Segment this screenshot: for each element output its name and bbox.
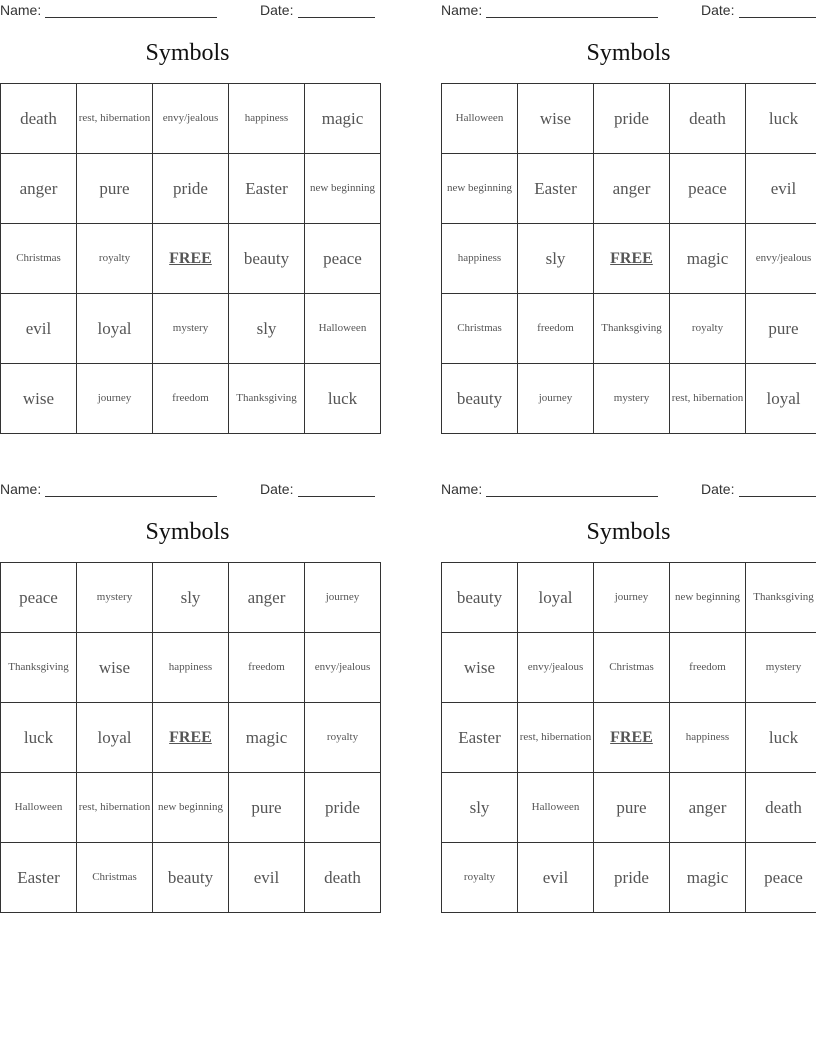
bingo-cell: beauty (442, 563, 518, 633)
grid-row (442, 294, 816, 364)
grid-row (442, 843, 816, 913)
bingo-cell: peace (1, 563, 77, 633)
bingo-cell: envy/jealous (746, 224, 816, 294)
bingo-cell: royalty (670, 294, 746, 364)
grid-row (442, 364, 816, 434)
bingo-cell: beauty (442, 364, 518, 434)
bingo-cell: Halloween (518, 773, 594, 843)
bingo-cell: sly (518, 224, 594, 294)
bingo-cell: envy/jealous (153, 84, 229, 154)
bingo-cell: Christmas (594, 633, 670, 703)
bingo-cell: Thanksgiving (746, 563, 816, 633)
bingo-cell: loyal (518, 563, 594, 633)
grid-row (442, 703, 816, 773)
bingo-cell: evil (518, 843, 594, 913)
bingo-cell: happiness (670, 703, 746, 773)
bingo-cell: new beginning (442, 154, 518, 224)
date-label: Date: (701, 481, 735, 497)
name-date-row (0, 2, 375, 20)
bingo-grid (0, 562, 381, 913)
grid-row (1, 294, 381, 364)
bingo-cell: new beginning (153, 773, 229, 843)
date-label: Date: (260, 2, 294, 18)
bingo-grid (441, 83, 816, 434)
bingo-cell: Halloween (305, 294, 381, 364)
bingo-cell: mystery (153, 294, 229, 364)
card-title: Symbols (145, 519, 230, 545)
bingo-cell: journey (518, 364, 594, 434)
bingo-cell: sly (153, 563, 229, 633)
bingo-cell: wise (77, 633, 153, 703)
bingo-cell: Christmas (77, 843, 153, 913)
bingo-cell: anger (670, 773, 746, 843)
bingo-cell: Thanksgiving (1, 633, 77, 703)
date-field-line (739, 17, 816, 18)
bingo-cell: evil (1, 294, 77, 364)
grid-row (1, 154, 381, 224)
date-label: Date: (701, 2, 735, 18)
grid-row (1, 84, 381, 154)
bingo-cell: magic (670, 843, 746, 913)
bingo-cell: Halloween (1, 773, 77, 843)
bingo-cell: beauty (229, 224, 305, 294)
bingo-cell: peace (305, 224, 381, 294)
bingo-cell: Easter (229, 154, 305, 224)
bingo-cell: luck (1, 703, 77, 773)
bingo-cell: new beginning (670, 563, 746, 633)
grid-row (442, 633, 816, 703)
bingo-cell: pure (746, 294, 816, 364)
grid-row (442, 563, 816, 633)
grid-row (1, 224, 381, 294)
bingo-cell: happiness (153, 633, 229, 703)
bingo-card (441, 0, 816, 440)
bingo-cell: Thanksgiving (229, 364, 305, 434)
name-field-line (486, 496, 658, 497)
bingo-cell: loyal (746, 364, 816, 434)
bingo-cell: magic (305, 84, 381, 154)
grid-row (1, 563, 381, 633)
card-title: Symbols (586, 40, 671, 66)
bingo-cell: envy/jealous (305, 633, 381, 703)
bingo-cell: luck (746, 703, 816, 773)
date-field-line (298, 17, 375, 18)
bingo-cell: mystery (746, 633, 816, 703)
bingo-cell: new beginning (305, 154, 381, 224)
bingo-cell: freedom (153, 364, 229, 434)
free-space-cell: FREE (594, 703, 670, 773)
bingo-cell: loyal (77, 294, 153, 364)
bingo-cell: Christmas (442, 294, 518, 364)
grid-row (442, 224, 816, 294)
bingo-cell: death (305, 843, 381, 913)
bingo-cell: death (746, 773, 816, 843)
grid-row (1, 633, 381, 703)
name-date-row (0, 481, 375, 499)
name-date-row (441, 2, 816, 20)
card-title: Symbols (586, 519, 671, 545)
free-space-cell: FREE (153, 703, 229, 773)
bingo-cell: rest, hibernation (77, 84, 153, 154)
bingo-cell: happiness (442, 224, 518, 294)
bingo-cell: wise (518, 84, 594, 154)
date-field-line (739, 496, 816, 497)
name-field-line (486, 17, 658, 18)
bingo-cell: pure (77, 154, 153, 224)
bingo-cell: anger (1, 154, 77, 224)
name-label: Name: (0, 481, 42, 497)
bingo-cell: wise (442, 633, 518, 703)
bingo-cell: freedom (518, 294, 594, 364)
bingo-cell: rest, hibernation (670, 364, 746, 434)
bingo-card (0, 479, 375, 919)
bingo-cell: magic (229, 703, 305, 773)
bingo-cell: evil (229, 843, 305, 913)
bingo-cell: freedom (670, 633, 746, 703)
bingo-grid (441, 562, 816, 913)
name-label: Name: (0, 2, 42, 18)
bingo-cell: peace (746, 843, 816, 913)
bingo-cell: mystery (77, 563, 153, 633)
name-label: Name: (441, 2, 483, 18)
bingo-cell: sly (442, 773, 518, 843)
bingo-cell: Easter (518, 154, 594, 224)
bingo-cell: Halloween (442, 84, 518, 154)
bingo-cell: Easter (442, 703, 518, 773)
bingo-cell: royalty (305, 703, 381, 773)
grid-row (1, 773, 381, 843)
bingo-cell: Christmas (1, 224, 77, 294)
bingo-cell: pride (153, 154, 229, 224)
grid-row (1, 364, 381, 434)
bingo-cell: beauty (153, 843, 229, 913)
bingo-cell: envy/jealous (518, 633, 594, 703)
grid-row (1, 703, 381, 773)
date-field-line (298, 496, 375, 497)
bingo-cell: royalty (442, 843, 518, 913)
bingo-cell: peace (670, 154, 746, 224)
bingo-cell: magic (670, 224, 746, 294)
bingo-cell: Thanksgiving (594, 294, 670, 364)
bingo-cell: loyal (77, 703, 153, 773)
bingo-cell: pride (594, 843, 670, 913)
bingo-cell: journey (77, 364, 153, 434)
free-space-cell: FREE (594, 224, 670, 294)
bingo-cell: pride (594, 84, 670, 154)
bingo-cell: evil (746, 154, 816, 224)
bingo-cell: rest, hibernation (518, 703, 594, 773)
free-space-cell: FREE (153, 224, 229, 294)
grid-row (1, 843, 381, 913)
card-title: Symbols (145, 40, 230, 66)
bingo-cell: wise (1, 364, 77, 434)
bingo-cell: death (1, 84, 77, 154)
bingo-cell: anger (594, 154, 670, 224)
grid-row (442, 154, 816, 224)
bingo-cell: Easter (1, 843, 77, 913)
bingo-cell: mystery (594, 364, 670, 434)
bingo-cell: royalty (77, 224, 153, 294)
bingo-cell: sly (229, 294, 305, 364)
name-label: Name: (441, 481, 483, 497)
bingo-cell: pure (229, 773, 305, 843)
bingo-card (0, 0, 375, 440)
bingo-card (441, 479, 816, 919)
grid-row (442, 773, 816, 843)
name-field-line (45, 17, 217, 18)
bingo-cell: happiness (229, 84, 305, 154)
grid-row (442, 84, 816, 154)
bingo-cell: pride (305, 773, 381, 843)
bingo-cell: journey (305, 563, 381, 633)
name-date-row (441, 481, 816, 499)
bingo-cell: journey (594, 563, 670, 633)
bingo-cell: pure (594, 773, 670, 843)
bingo-cell: death (670, 84, 746, 154)
bingo-cell: anger (229, 563, 305, 633)
bingo-cell: luck (746, 84, 816, 154)
date-label: Date: (260, 481, 294, 497)
bingo-cell: luck (305, 364, 381, 434)
bingo-cell: freedom (229, 633, 305, 703)
name-field-line (45, 496, 217, 497)
bingo-grid (0, 83, 381, 434)
bingo-cell: rest, hibernation (77, 773, 153, 843)
